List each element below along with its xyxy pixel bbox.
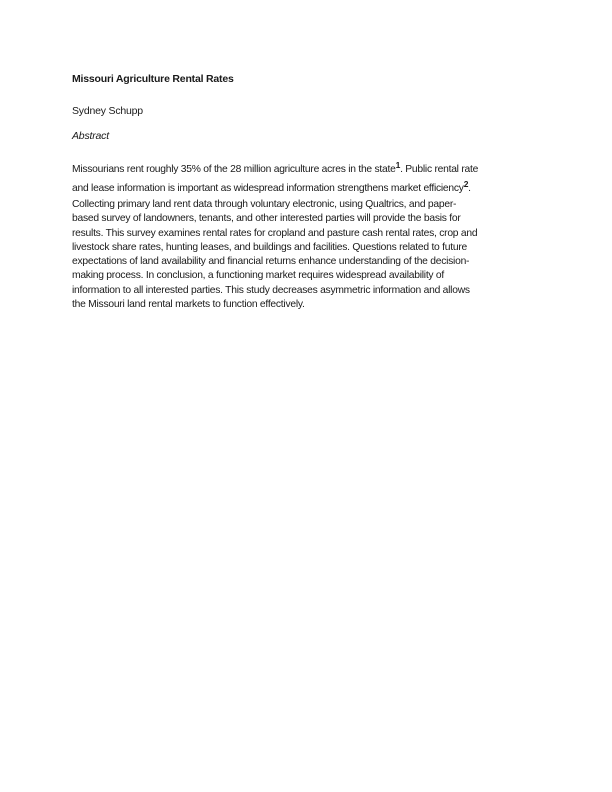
abstract-line: livestock share rates, hunting leases, and buildings and facilities. Questions related to future [72, 241, 467, 253]
abstract-line [72, 160, 542, 179]
abstract-line: results. This survey examines rental rates for cropland and pasture cash rental rates, crop and [72, 227, 478, 239]
author-name: Sydney Schupp [72, 105, 143, 117]
abstract-line: Collecting primary land rent data through voluntary electronic, using Qualtrics, and paper- [72, 199, 457, 210]
footnote-marker: 1 [395, 160, 401, 170]
footnote-marker: 2 [463, 179, 469, 189]
abstract-line-text: and lease information is important as widespread information strengthens market efficiency [72, 183, 464, 194]
abstract-line-text: . Public rental rate [400, 164, 479, 175]
abstract-line: based survey of landowners, tenants, and other interested parties will provide the basis for [72, 213, 461, 225]
abstract-line: the Missouri land rental markets to function effectively. [72, 299, 305, 311]
abstract-line-text: Missourians rent roughly 35% of the 28 million agriculture acres in the state [72, 164, 396, 175]
abstract-body [72, 160, 542, 312]
abstract-line: making process. In conclusion, a functioning market requires widespread availability of [72, 270, 445, 282]
abstract-line-text: . [468, 183, 471, 194]
document-title: Missouri Agriculture Rental Rates [72, 73, 234, 85]
abstract-line: information to all interested parties. This study decreases asymmetric information and allows [72, 284, 470, 296]
abstract-line [72, 179, 542, 198]
abstract-line: expectations of land availability and financial returns enhance understanding of the decision- [72, 256, 470, 268]
abstract-heading: Abstract [72, 130, 109, 142]
